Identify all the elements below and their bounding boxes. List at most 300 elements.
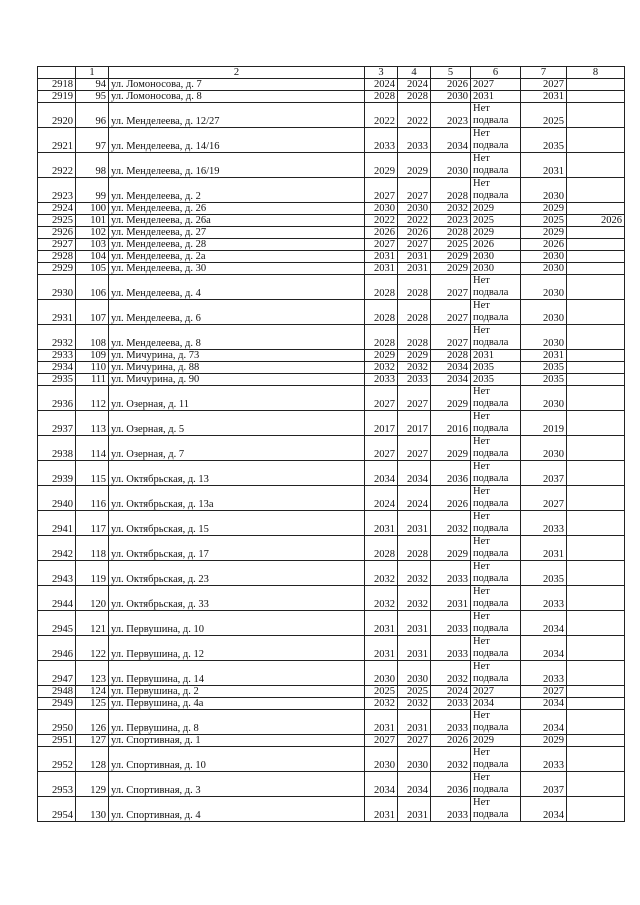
year-col-8-cell: [567, 797, 625, 822]
item-number-cell: 112: [76, 386, 109, 411]
year-col-7-cell: 2029: [521, 735, 567, 747]
basement-col-6-cell: Нет подвала: [471, 436, 521, 461]
year-col-5-cell: 2026: [431, 735, 471, 747]
table-row: [38, 661, 625, 686]
year-col-7-cell: 2030: [521, 178, 567, 203]
year-col-5-cell: 2034: [431, 128, 471, 153]
year-col-8-cell: [567, 91, 625, 103]
year-col-3-cell: 2031: [365, 511, 398, 536]
year-col-4-cell: 2031: [398, 636, 431, 661]
address-cell: ул. Менделеева, д. 26: [109, 203, 365, 215]
address-cell: ул. Менделеева, д. 16/19: [109, 153, 365, 178]
item-number-cell: 105: [76, 263, 109, 275]
basement-col-6-cell: Нет подвала: [471, 411, 521, 436]
year-col-8-cell: [567, 686, 625, 698]
address-cell: ул. Октябрьская, д. 15: [109, 511, 365, 536]
address-cell: ул. Спортивная, д. 3: [109, 772, 365, 797]
year-col-7-cell: 2033: [521, 661, 567, 686]
basement-col-6-cell: Нет подвала: [471, 772, 521, 797]
header-cell: 3: [365, 67, 398, 79]
year-col-5-cell: 2027: [431, 300, 471, 325]
year-col-5-cell: 2033: [431, 698, 471, 710]
year-col-8-cell: [567, 239, 625, 251]
item-number-cell: 128: [76, 747, 109, 772]
year-col-7-cell: 2030: [521, 386, 567, 411]
table-row: [38, 275, 625, 300]
basement-col-6-cell: 2029: [471, 203, 521, 215]
item-number-cell: 117: [76, 511, 109, 536]
year-col-8-cell: [567, 586, 625, 611]
year-col-8-cell: [567, 153, 625, 178]
basement-col-6-cell: 2029: [471, 735, 521, 747]
year-col-4-cell: 2022: [398, 103, 431, 128]
table-row: [38, 374, 625, 386]
table-row: [38, 772, 625, 797]
row-number-cell: 2923: [38, 178, 76, 203]
item-number-cell: 95: [76, 91, 109, 103]
item-number-cell: 111: [76, 374, 109, 386]
basement-col-6-cell: Нет подвала: [471, 747, 521, 772]
year-col-7-cell: 2027: [521, 486, 567, 511]
year-col-5-cell: 2028: [431, 227, 471, 239]
basement-col-6-cell: Нет подвала: [471, 386, 521, 411]
basement-col-6-cell: Нет подвала: [471, 661, 521, 686]
item-number-cell: 107: [76, 300, 109, 325]
year-col-5-cell: 2030: [431, 91, 471, 103]
address-cell: ул. Менделеева, д. 28: [109, 239, 365, 251]
year-col-4-cell: 2026: [398, 227, 431, 239]
address-cell: ул. Менделеева, д. 8: [109, 325, 365, 350]
basement-col-6-cell: Нет подвала: [471, 586, 521, 611]
year-col-4-cell: 2033: [398, 374, 431, 386]
table-row: [38, 325, 625, 350]
basement-col-6-cell: Нет подвала: [471, 178, 521, 203]
year-col-4-cell: 2024: [398, 79, 431, 91]
address-cell: ул. Октябрьская, д. 13: [109, 461, 365, 486]
year-col-8-cell: [567, 178, 625, 203]
year-col-4-cell: 2031: [398, 511, 431, 536]
year-col-3-cell: 2027: [365, 735, 398, 747]
year-col-3-cell: 2027: [365, 436, 398, 461]
address-cell: ул. Октябрьская, д. 23: [109, 561, 365, 586]
row-number-cell: 2945: [38, 611, 76, 636]
year-col-5-cell: 2028: [431, 178, 471, 203]
year-col-8-cell: [567, 511, 625, 536]
year-col-4-cell: 2028: [398, 325, 431, 350]
basement-col-6-cell: Нет подвала: [471, 636, 521, 661]
table-row: [38, 350, 625, 362]
item-number-cell: 109: [76, 350, 109, 362]
basement-col-6-cell: Нет подвала: [471, 275, 521, 300]
table-row: [38, 411, 625, 436]
year-col-5-cell: 2029: [431, 251, 471, 263]
table-row: [38, 362, 625, 374]
year-col-8-cell: [567, 251, 625, 263]
year-col-4-cell: 2033: [398, 128, 431, 153]
year-col-8-cell: [567, 103, 625, 128]
basement-col-6-cell: Нет подвала: [471, 300, 521, 325]
address-cell: ул. Первушина, д. 4а: [109, 698, 365, 710]
year-col-5-cell: 2032: [431, 203, 471, 215]
row-number-cell: 2936: [38, 386, 76, 411]
address-cell: ул. Спортивная, д. 10: [109, 747, 365, 772]
item-number-cell: 101: [76, 215, 109, 227]
year-col-3-cell: 2028: [365, 325, 398, 350]
year-col-4-cell: 2027: [398, 239, 431, 251]
year-col-7-cell: 2035: [521, 362, 567, 374]
year-col-4-cell: 2031: [398, 263, 431, 275]
year-col-8-cell: [567, 79, 625, 91]
table-row: [38, 536, 625, 561]
item-number-cell: 119: [76, 561, 109, 586]
item-number-cell: 96: [76, 103, 109, 128]
row-number-cell: 2931: [38, 300, 76, 325]
address-cell: ул. Менделеева, д. 2а: [109, 251, 365, 263]
year-col-7-cell: 2035: [521, 374, 567, 386]
year-col-3-cell: 2026: [365, 227, 398, 239]
year-col-8-cell: [567, 436, 625, 461]
table-row: [38, 227, 625, 239]
table-row: [38, 300, 625, 325]
year-col-4-cell: 2027: [398, 386, 431, 411]
year-col-7-cell: 2037: [521, 461, 567, 486]
table-row: [38, 461, 625, 486]
row-number-cell: 2954: [38, 797, 76, 822]
year-col-5-cell: 2033: [431, 636, 471, 661]
year-col-8-cell: [567, 386, 625, 411]
year-col-7-cell: 2035: [521, 128, 567, 153]
address-cell: ул. Первушина, д. 10: [109, 611, 365, 636]
year-col-5-cell: 2033: [431, 561, 471, 586]
table-row: [38, 735, 625, 747]
address-cell: ул. Первушина, д. 12: [109, 636, 365, 661]
basement-col-6-cell: Нет подвала: [471, 128, 521, 153]
year-col-4-cell: 2031: [398, 251, 431, 263]
year-col-5-cell: 2029: [431, 536, 471, 561]
row-number-cell: 2927: [38, 239, 76, 251]
year-col-5-cell: 2027: [431, 325, 471, 350]
basement-col-6-cell: 2027: [471, 79, 521, 91]
year-col-3-cell: 2031: [365, 636, 398, 661]
address-cell: ул. Менделеева, д. 26а: [109, 215, 365, 227]
year-col-4-cell: 2032: [398, 362, 431, 374]
year-col-3-cell: 2028: [365, 300, 398, 325]
table-row: [38, 698, 625, 710]
year-col-3-cell: 2031: [365, 710, 398, 735]
year-col-4-cell: 2029: [398, 153, 431, 178]
year-col-5-cell: 2031: [431, 586, 471, 611]
year-col-7-cell: 2025: [521, 215, 567, 227]
year-col-5-cell: 2036: [431, 772, 471, 797]
item-number-cell: 102: [76, 227, 109, 239]
year-col-3-cell: 2030: [365, 203, 398, 215]
year-col-3-cell: 2032: [365, 586, 398, 611]
year-col-4-cell: 2028: [398, 275, 431, 300]
row-number-cell: 2930: [38, 275, 76, 300]
row-number-cell: 2924: [38, 203, 76, 215]
item-number-cell: 130: [76, 797, 109, 822]
table-row: [38, 611, 625, 636]
basement-col-6-cell: Нет подвала: [471, 325, 521, 350]
year-col-3-cell: 2022: [365, 215, 398, 227]
year-col-8-cell: [567, 227, 625, 239]
year-col-4-cell: 2031: [398, 710, 431, 735]
year-col-7-cell: 2035: [521, 561, 567, 586]
year-col-4-cell: 2030: [398, 747, 431, 772]
year-col-3-cell: 2032: [365, 698, 398, 710]
item-number-cell: 98: [76, 153, 109, 178]
year-col-3-cell: 2030: [365, 747, 398, 772]
year-col-4-cell: 2034: [398, 772, 431, 797]
year-col-5-cell: 2033: [431, 797, 471, 822]
year-col-7-cell: 2025: [521, 103, 567, 128]
row-number-cell: 2929: [38, 263, 76, 275]
item-number-cell: 121: [76, 611, 109, 636]
year-col-7-cell: 2030: [521, 275, 567, 300]
year-col-7-cell: 2026: [521, 239, 567, 251]
header-cell: 2: [109, 67, 365, 79]
table-row: [38, 215, 625, 227]
table-row: [38, 486, 625, 511]
year-col-7-cell: 2037: [521, 772, 567, 797]
year-col-7-cell: 2034: [521, 636, 567, 661]
item-number-cell: 104: [76, 251, 109, 263]
table-row: [38, 251, 625, 263]
basement-col-6-cell: Нет подвала: [471, 536, 521, 561]
year-col-3-cell: 2034: [365, 461, 398, 486]
row-number-cell: 2941: [38, 511, 76, 536]
year-col-3-cell: 2031: [365, 611, 398, 636]
header-cell: 7: [521, 67, 567, 79]
item-number-cell: 110: [76, 362, 109, 374]
year-col-5-cell: 2023: [431, 215, 471, 227]
housing-schedule-table: [37, 66, 625, 822]
address-cell: ул. Первушина, д. 14: [109, 661, 365, 686]
year-col-8-cell: [567, 772, 625, 797]
year-col-3-cell: 2025: [365, 686, 398, 698]
table-row: [38, 511, 625, 536]
year-col-5-cell: 2033: [431, 710, 471, 735]
address-cell: ул. Мичурина, д. 90: [109, 374, 365, 386]
header-row: [38, 67, 625, 79]
table-row: [38, 797, 625, 822]
row-number-cell: 2918: [38, 79, 76, 91]
row-number-cell: 2935: [38, 374, 76, 386]
address-cell: ул. Мичурина, д. 73: [109, 350, 365, 362]
table-row: [38, 203, 625, 215]
year-col-5-cell: 2032: [431, 511, 471, 536]
item-number-cell: 127: [76, 735, 109, 747]
item-number-cell: 124: [76, 686, 109, 698]
year-col-8-cell: [567, 275, 625, 300]
year-col-5-cell: 2029: [431, 263, 471, 275]
year-col-7-cell: 2030: [521, 263, 567, 275]
year-col-4-cell: 2027: [398, 735, 431, 747]
table-row: [38, 103, 625, 128]
year-col-7-cell: 2027: [521, 686, 567, 698]
basement-col-6-cell: 2035: [471, 362, 521, 374]
year-col-7-cell: 2027: [521, 79, 567, 91]
basement-col-6-cell: 2031: [471, 350, 521, 362]
year-col-8-cell: [567, 362, 625, 374]
basement-col-6-cell: Нет подвала: [471, 710, 521, 735]
year-col-8-cell: [567, 411, 625, 436]
row-number-cell: 2921: [38, 128, 76, 153]
year-col-8-cell: [567, 128, 625, 153]
row-number-cell: 2919: [38, 91, 76, 103]
year-col-3-cell: 2031: [365, 251, 398, 263]
basement-col-6-cell: 2026: [471, 239, 521, 251]
basement-col-6-cell: 2035: [471, 374, 521, 386]
year-col-7-cell: 2030: [521, 325, 567, 350]
year-col-5-cell: 2028: [431, 350, 471, 362]
row-number-cell: 2949: [38, 698, 76, 710]
basement-col-6-cell: Нет подвала: [471, 611, 521, 636]
year-col-4-cell: 2032: [398, 698, 431, 710]
basement-col-6-cell: 2030: [471, 251, 521, 263]
year-col-4-cell: 2024: [398, 486, 431, 511]
year-col-7-cell: 2019: [521, 411, 567, 436]
year-col-3-cell: 2028: [365, 91, 398, 103]
item-number-cell: 113: [76, 411, 109, 436]
year-col-3-cell: 2029: [365, 153, 398, 178]
header-cell: [38, 67, 76, 79]
year-col-5-cell: 2016: [431, 411, 471, 436]
address-cell: ул. Менделеева, д. 2: [109, 178, 365, 203]
basement-col-6-cell: 2025: [471, 215, 521, 227]
address-cell: ул. Октябрьская, д. 13а: [109, 486, 365, 511]
year-col-4-cell: 2031: [398, 611, 431, 636]
address-cell: ул. Мичурина, д. 88: [109, 362, 365, 374]
year-col-3-cell: 2022: [365, 103, 398, 128]
basement-col-6-cell: Нет подвала: [471, 103, 521, 128]
table-body: [38, 79, 625, 822]
year-col-8-cell: [567, 263, 625, 275]
table-row: [38, 710, 625, 735]
year-col-7-cell: 2030: [521, 300, 567, 325]
year-col-5-cell: 2036: [431, 461, 471, 486]
year-col-5-cell: 2032: [431, 661, 471, 686]
item-number-cell: 114: [76, 436, 109, 461]
year-col-7-cell: 2031: [521, 536, 567, 561]
year-col-8-cell: [567, 710, 625, 735]
year-col-5-cell: 2029: [431, 386, 471, 411]
table-row: [38, 636, 625, 661]
year-col-7-cell: 2031: [521, 153, 567, 178]
row-number-cell: 2940: [38, 486, 76, 511]
year-col-5-cell: 2023: [431, 103, 471, 128]
year-col-3-cell: 2030: [365, 661, 398, 686]
year-col-3-cell: 2032: [365, 362, 398, 374]
year-col-5-cell: 2034: [431, 374, 471, 386]
year-col-7-cell: 2030: [521, 251, 567, 263]
year-col-5-cell: 2033: [431, 611, 471, 636]
header-cell: 8: [567, 67, 625, 79]
year-col-3-cell: 2032: [365, 561, 398, 586]
year-col-7-cell: 2033: [521, 511, 567, 536]
table-row: [38, 436, 625, 461]
year-col-3-cell: 2024: [365, 486, 398, 511]
row-number-cell: 2920: [38, 103, 76, 128]
year-col-3-cell: 2034: [365, 772, 398, 797]
year-col-4-cell: 2030: [398, 661, 431, 686]
year-col-3-cell: 2028: [365, 536, 398, 561]
address-cell: ул. Менделеева, д. 30: [109, 263, 365, 275]
address-cell: ул. Октябрьская, д. 33: [109, 586, 365, 611]
item-number-cell: 122: [76, 636, 109, 661]
item-number-cell: 108: [76, 325, 109, 350]
year-col-4-cell: 2029: [398, 350, 431, 362]
row-number-cell: 2932: [38, 325, 76, 350]
year-col-3-cell: 2027: [365, 386, 398, 411]
year-col-7-cell: 2033: [521, 747, 567, 772]
year-col-4-cell: 2028: [398, 91, 431, 103]
year-col-4-cell: 2027: [398, 178, 431, 203]
year-col-7-cell: 2034: [521, 797, 567, 822]
year-col-8-cell: [567, 747, 625, 772]
basement-col-6-cell: 2029: [471, 227, 521, 239]
table-row: [38, 79, 625, 91]
year-col-3-cell: 2033: [365, 128, 398, 153]
year-col-3-cell: 2033: [365, 374, 398, 386]
table-row: [38, 386, 625, 411]
row-number-cell: 2943: [38, 561, 76, 586]
row-number-cell: 2946: [38, 636, 76, 661]
row-number-cell: 2950: [38, 710, 76, 735]
year-col-3-cell: 2017: [365, 411, 398, 436]
year-col-7-cell: 2034: [521, 611, 567, 636]
row-number-cell: 2953: [38, 772, 76, 797]
year-col-4-cell: 2027: [398, 436, 431, 461]
year-col-5-cell: 2025: [431, 239, 471, 251]
year-col-8-cell: [567, 536, 625, 561]
year-col-7-cell: 2030: [521, 436, 567, 461]
basement-col-6-cell: 2031: [471, 91, 521, 103]
row-number-cell: 2934: [38, 362, 76, 374]
table-row: [38, 586, 625, 611]
table-row: [38, 263, 625, 275]
address-cell: ул. Менделеева, д. 4: [109, 275, 365, 300]
year-col-8-cell: 2026: [567, 215, 625, 227]
address-cell: ул. Менделеева, д. 6: [109, 300, 365, 325]
year-col-8-cell: [567, 461, 625, 486]
row-number-cell: 2948: [38, 686, 76, 698]
year-col-5-cell: 2030: [431, 153, 471, 178]
year-col-3-cell: 2029: [365, 350, 398, 362]
table-row: [38, 239, 625, 251]
table-row: [38, 686, 625, 698]
row-number-cell: 2942: [38, 536, 76, 561]
year-col-3-cell: 2031: [365, 263, 398, 275]
header-cell: 1: [76, 67, 109, 79]
year-col-4-cell: 2032: [398, 586, 431, 611]
year-col-4-cell: 2017: [398, 411, 431, 436]
year-col-3-cell: 2028: [365, 275, 398, 300]
address-cell: ул. Ломоносова, д. 8: [109, 91, 365, 103]
address-cell: ул. Менделеева, д. 14/16: [109, 128, 365, 153]
basement-col-6-cell: 2034: [471, 698, 521, 710]
table-row: [38, 561, 625, 586]
address-cell: ул. Спортивная, д. 1: [109, 735, 365, 747]
year-col-3-cell: 2031: [365, 797, 398, 822]
year-col-4-cell: 2031: [398, 797, 431, 822]
item-number-cell: 129: [76, 772, 109, 797]
item-number-cell: 115: [76, 461, 109, 486]
address-cell: ул. Октябрьская, д. 17: [109, 536, 365, 561]
basement-col-6-cell: 2030: [471, 263, 521, 275]
address-cell: ул. Менделеева, д. 27: [109, 227, 365, 239]
row-number-cell: 2926: [38, 227, 76, 239]
